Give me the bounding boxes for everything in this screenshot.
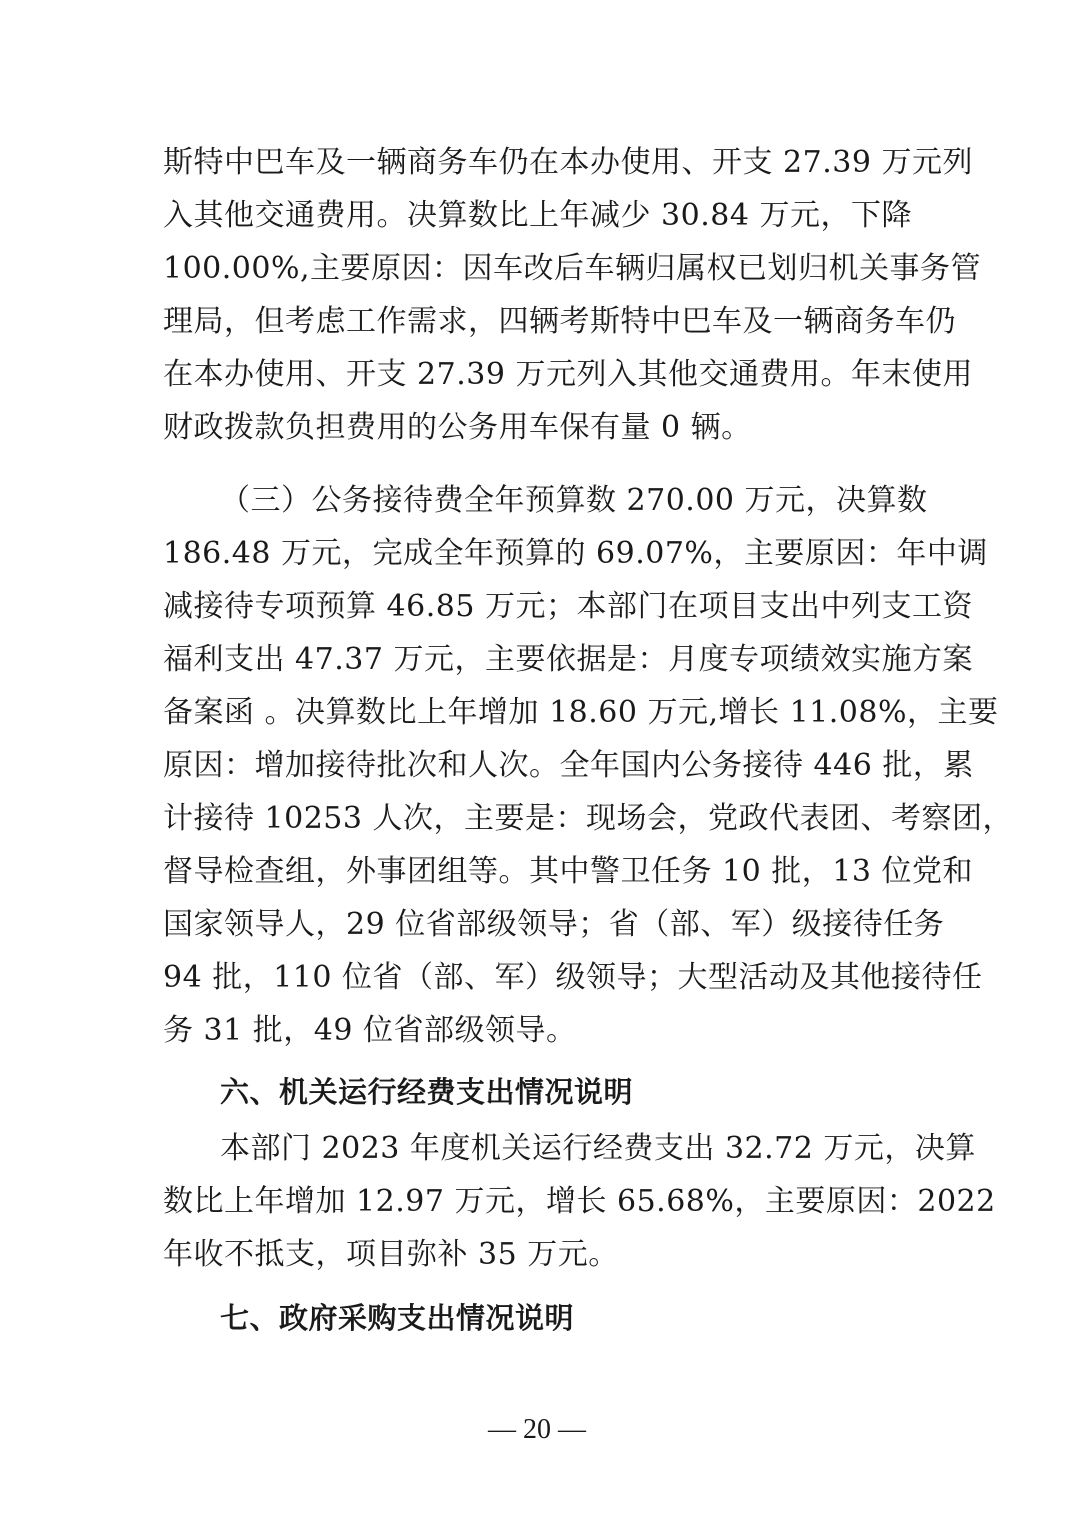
body-text-line: 计接待 10253 人次，主要是：现场会，党政代表团、考察团， [163, 801, 1014, 836]
body-text-line: 94 批，110 位省（部、军）级领导；大型活动及其他接待任 [163, 960, 983, 995]
paragraph-first-line: 本部门 2023 年度机关运行经费支出 32.72 万元，决算 [220, 1131, 976, 1166]
body-text-line: 原因：增加接待批次和人次。全年国内公务接待 446 批，累 [163, 748, 974, 783]
section-heading: 六、机关运行经费支出情况说明 [220, 1075, 634, 1109]
body-text-line: 数比上年增加 12.97 万元，增长 65.68%，主要原因：2022 [163, 1184, 996, 1219]
body-text-line: 在本办使用、开支 27.39 万元列入其他交通费用。年末使用 [163, 357, 973, 392]
section-heading: 七、政府采购支出情况说明 [220, 1301, 575, 1335]
body-text-line: 备案函 。决算数比上年增加 18.60 万元,增长 11.08%，主要 [163, 695, 999, 730]
body-text-line: 财政拨款负担费用的公务用车保有量 0 辆。 [163, 410, 752, 445]
page-number: — 20 — [488, 1414, 586, 1445]
body-text-line: 入其他交通费用。决算数比上年减少 30.84 万元，下降 [163, 198, 912, 233]
body-text-line: 督导检查组，外事团组等。其中警卫任务 10 批，13 位党和 [163, 854, 973, 889]
body-text-line: 100.00%,主要原因：因车改后车辆归属权已划归机关事务管 [163, 251, 982, 286]
body-text-line: 理局，但考虑工作需求，四辆考斯特中巴车及一辆商务车仍 [163, 304, 956, 339]
body-text-line: 186.48 万元，完成全年预算的 69.07%，主要原因：年中调 [163, 536, 988, 571]
body-text-line: 国家领导人，29 位省部级领导；省（部、军）级接待任务 [163, 907, 945, 942]
body-text-line: 减接待专项预算 46.85 万元；本部门在项目支出中列支工资 [163, 589, 973, 624]
body-text-line: 福利支出 47.37 万元，主要依据是：月度专项绩效实施方案 [163, 642, 973, 677]
body-text-line: 斯特中巴车及一辆商务车仍在本办使用、开支 27.39 万元列 [163, 145, 973, 180]
body-text-line: 务 31 批，49 位省部级领导。 [163, 1013, 577, 1048]
paragraph-first-line: （三）公务接待费全年预算数 270.00 万元，决算数 [220, 483, 928, 518]
body-text-line: 年收不抵支，项目弥补 35 万元。 [163, 1237, 619, 1272]
